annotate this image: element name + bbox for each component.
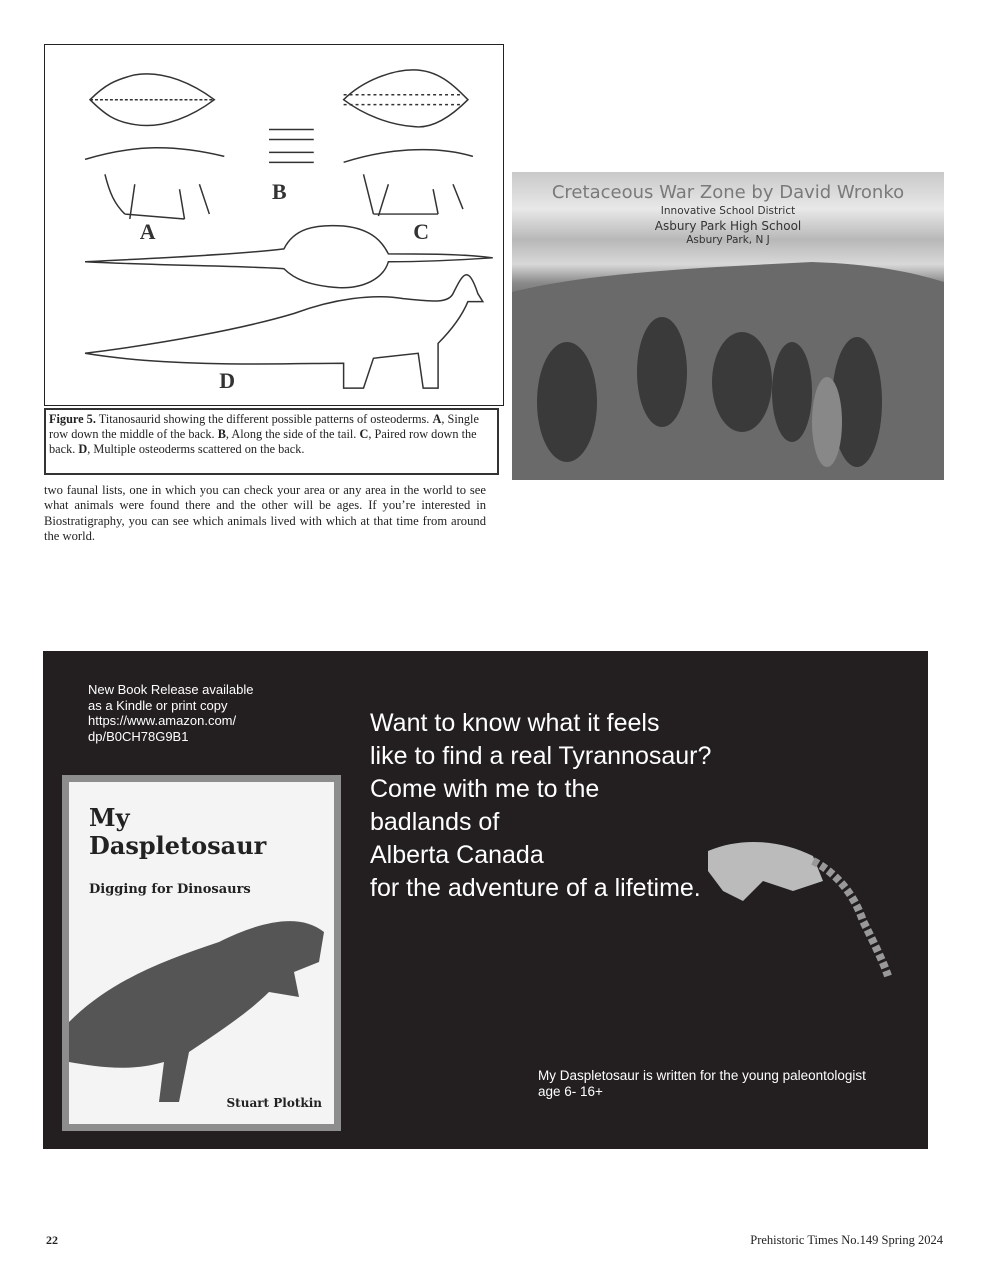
cover-title-2: Daspletosaur [89,831,267,860]
photo-line-1: Innovative School District [660,205,796,217]
release-info [88,682,288,744]
pitch-line: for the adventure of a lifetime. [370,874,701,902]
caption-c-text: , Paired row down the back. [49,427,477,456]
caption-d: D [78,442,88,456]
footer-line: age 6- 16+ [538,1084,603,1099]
dinosaur-photo [512,172,944,480]
caption-b: B [217,427,226,441]
pitch-line: badlands of [370,808,500,836]
book-advertisement [43,651,928,1149]
page-number: 22 [46,1233,58,1247]
pitch-line: like to find a real Tyrannosaur? [370,742,712,770]
book-cover [62,775,341,1131]
amazon-link[interactable]: dp/B0CH78G9B1 [88,728,189,744]
label-b: B [272,180,287,205]
tyrannosaur-skull-image [703,831,903,981]
label-a: A [139,219,156,244]
pitch-line: Alberta Canada [370,841,544,869]
titanosaurid-figure [44,44,504,406]
photo-line-3: Asbury Park, N J [686,234,770,246]
amazon-link[interactable]: https://www.amazon.com/ [88,713,237,728]
caption-a-text: , Single row down the middle of the back. [49,412,479,441]
caption-label: Figure 5. [49,412,96,426]
label-c: C [413,219,430,244]
label-d: D [219,369,236,394]
caption-b-text: , Along the side of the tail. [225,427,360,441]
caption-d-text: , Multiple osteoderms scattered on the back. [87,442,305,456]
info-line: as a Kindle or print copy [88,697,228,713]
caption-text: Titanosaurid showing the different possible patterns of osteoderms. [95,412,433,426]
pitch-line: Come with me to the [370,775,600,803]
pitch-line: Want to know what it feels [370,709,660,737]
caption-c: C [359,427,369,441]
ad-footer [538,1068,918,1100]
info-line: New Book Release available [88,682,254,697]
cover-title-1: My [89,803,130,832]
cover-subtitle: Digging for Dinosaurs [89,882,251,897]
tyrannosaur-illustration [69,902,334,1122]
photo-title: Cretaceous War Zone by David Wronko [551,182,905,203]
magazine-issue: Prehistoric Times No.149 Spring 2024 [750,1233,943,1247]
footer-line: My Daspletosaur is written for the young paleontologist [538,1068,866,1083]
caption-a: A [432,412,442,426]
photo-line-2: Asbury Park High School [654,219,802,233]
body-paragraph: two faunal lists, one in which you can check your area or any area in the world to see what animals were found there and the other will be ages. If you’re interested in Biostratigraphy, you can see which animals lived with which at that time from around the world. [44,483,486,543]
cover-author: Stuart Plotkin [226,1096,322,1110]
figure-caption [44,408,499,475]
